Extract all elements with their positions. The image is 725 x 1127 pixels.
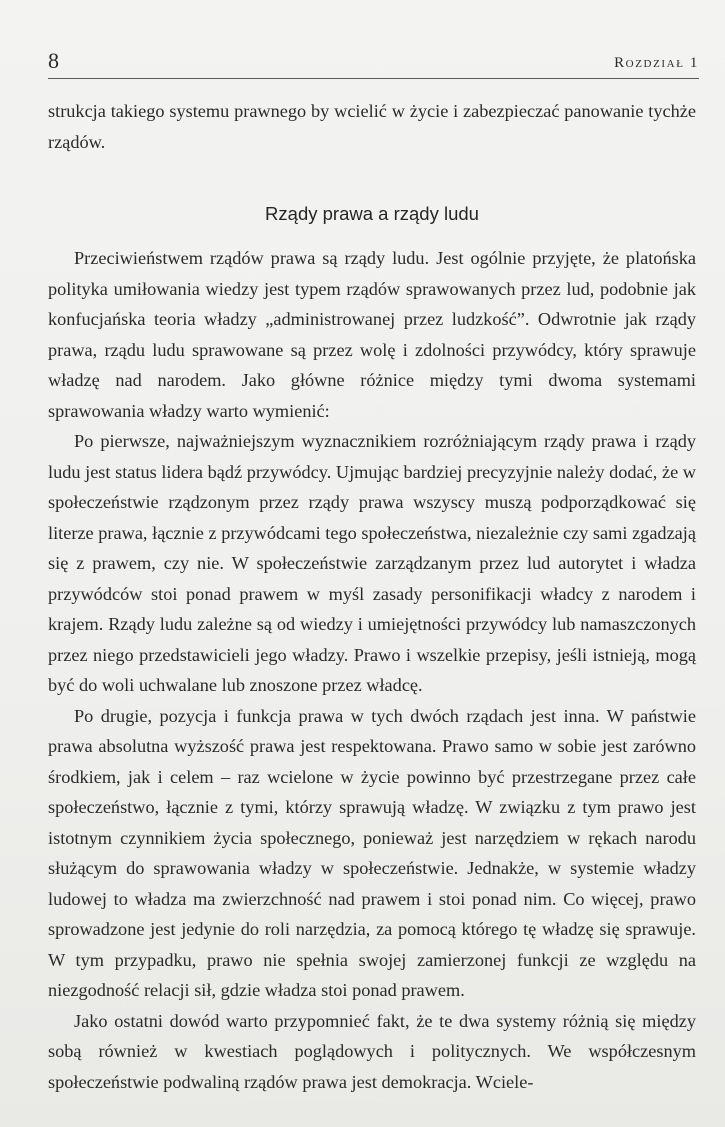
- paragraph-last-point: Jako ostatni dowód warto przypomnieć fakt, że te dwa systemy różnią się między sobą również w kwestiach poglądowych i politycznych. We współczesnym społeczeństwie podwaliną rządów prawa jest demokracja. Wciele-: [48, 1010, 696, 1092]
- paragraph-second-point: Po drugie, pozycja i funkcja prawa w tych dwóch rządach jest inna. W państwie prawa absolutna wyższość prawa jest respektowana. Prawo samo w sobie jest zarówno środkiem, jak i celem – raz wcielone w życie powinno być przestrzegane przez całe społeczeństwo, łącznie z tymi, którzy sprawują władzę. W związku z tym prawo jest istotnym czynnikiem życia społecznego, ponieważ jest narzędziem w rękach narodu służącym do sprawowania władzy w społeczeństwie. Jednakże, w systemie władzy ludowej to władza ma zwierzchność nad prawem i stoi ponad nim. Co więcej, prawo sprowadzone jest jedynie do roli narzędzia, za pomocą którego tę władzę się sprawuje. W tym przypadku, prawo nie spełnia swojej zamierzonej funkcji ze względu na niezgodność relacji sił, gdzie władza stoi ponad prawem.: [48, 705, 696, 1000]
- paragraph-first-point: Po pierwsze, najważniejszym wyznacznikiem rozróżniającym rządy prawa i rządy ludu jest status lidera bądź przywódcy. Ujmując bardziej precyzyjnie należy dodać, że w społeczeństwie rządzonym przez rządy prawa wszyscy muszą podporządkować się literze prawa, łącznie z przywódcami tego społeczeństwa, niezależnie czy sami zgadzają się z prawem, czy nie. W społeczeństwie zarządzanym przez lud autorytet i władza przywódców stoi ponad prawem w myśl zasady personifikacji władcy z narodem i krajem. Rządy ludu zależne są od wiedzy i umiejętności przywódcy lub namaszczonych przez niego przedstawicieli jego władzy. Prawo i wszelkie przepisy, jeśli istnieją, mogą być do woli uchwalane lub znoszone przez władcę.: [48, 431, 696, 695]
- chapter-title: Rozdział 1: [614, 55, 699, 71]
- continued-paragraph-block: [48, 96, 696, 157]
- section-body: [48, 243, 696, 1097]
- section-heading: Rządy prawa a rządy ludu: [265, 203, 479, 224]
- paragraph-intro: Przeciwieństwem rządów prawa są rządy ludu. Jest ogólnie przyjęte, że platońska polityka umiłowania wiedzy jest typem rządów sprawowanych przez lud, podobnie jak konfucjańska teoria władzy „administrowanej przez ludzkość”. Odwrotnie jak rządy prawa, rządu ludu sprawowane są przez wolę i zdolności przywódcy, który sprawuje władzę nad narodem. Jako główne różnice między tymi dwoma systemami sprawowania władzy warto wymienić:: [48, 248, 696, 421]
- continued-paragraph: strukcja takiego systemu prawnego by wcielić w życie i zabezpieczać panowanie tychże rządów.: [48, 101, 696, 152]
- page-number: 8: [48, 48, 59, 73]
- running-header: [48, 46, 699, 79]
